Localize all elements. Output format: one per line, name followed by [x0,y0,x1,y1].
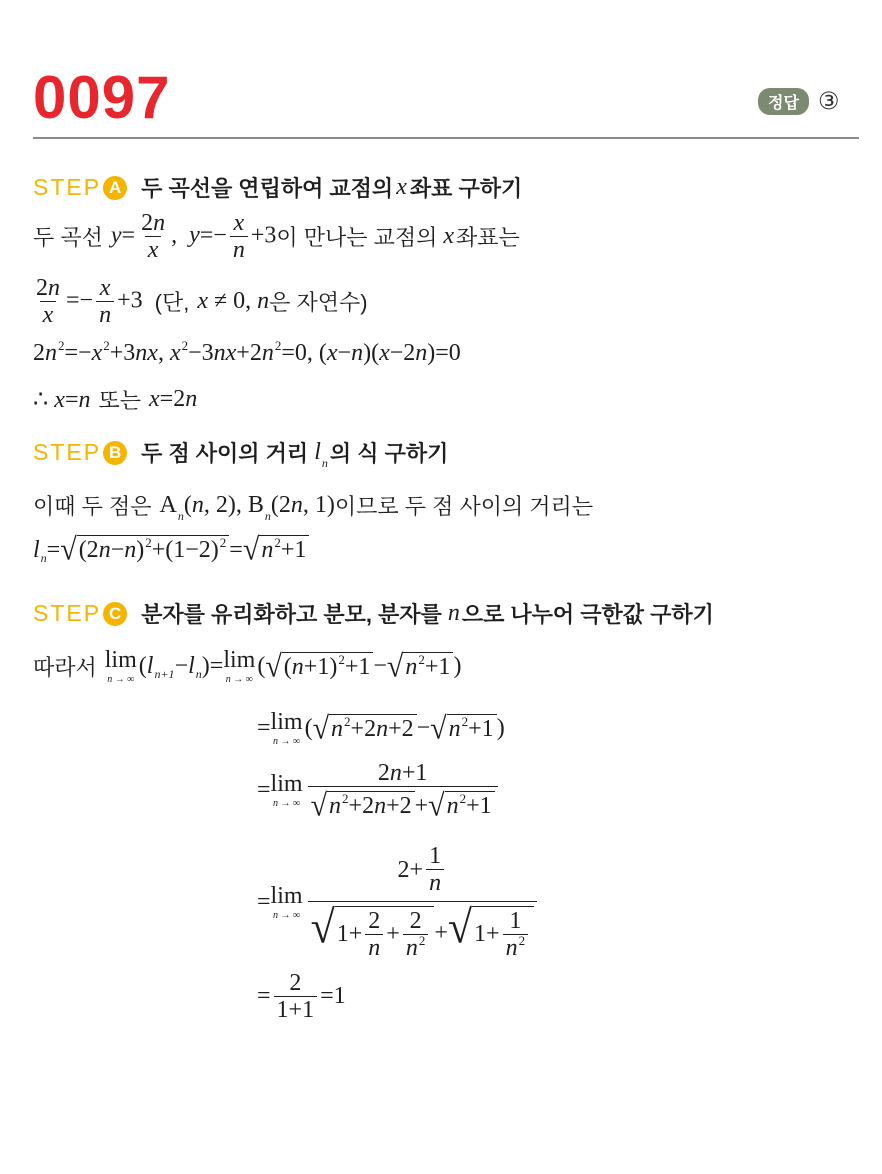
step-b-line1 [33,490,593,521]
step-c-header [33,598,714,629]
header-divider [33,137,859,139]
eq-result: = $\frac{2}{1+1}$ =1 [257,970,346,1024]
eq-points: $A_n(n$, 2), $B_n(2n$, 1) [159,492,335,523]
step-a-header [33,172,522,203]
step-c-title-end: 으로 나누어 극한값 구하기 [461,602,714,627]
eq-root1: ∴ x=n [33,387,91,413]
answer-value: ③ [817,88,840,115]
step-c-title: 분자를 유리화하고 분모, 분자를 [141,602,442,627]
step-c-line3 [257,760,501,824]
step-b-line2 [33,532,309,567]
step-a-line1 [33,210,520,264]
step-b-header [33,437,448,468]
step-b-badge: B [103,441,127,465]
text: (단, [154,290,190,316]
var: x [443,223,455,250]
step-c-badge: C [103,602,127,626]
text: 두 곡선 [33,225,103,251]
text: 이므로 두 점 사이의 거리는 [334,494,594,519]
step-c-title-var: n [447,600,460,626]
step-c-line4 [257,843,540,962]
text: 은 자연수) [269,290,368,316]
step-a-title-end: 좌표 구하기 [409,176,523,201]
eq-setup: $\frac{2n}{x}$ =− $\frac{x}{n}$ +3 [36,275,143,329]
step-c-label: STEP [33,600,102,626]
step-a-badge: A [103,176,127,200]
step-a-line3 [33,340,461,367]
eq-quadratic: $2n^2=-x^2+3nx$, $x^2-3nx+2n^2=0$, (x−n)(x−2n)=0 [33,338,461,366]
eq-limit-4: = lim n → ∞ 2+ $\frac{1}{n}$ √ 1+ $\frac{2}{n}$ + $\frac{2}{n^2}$ + √ 1+ $\frac{1}{n^2}$ [257,843,540,962]
eq-limit-2: = lim n → ∞ ( √ $n^2+2n+2$ − √ $n^2+1$ ) [257,709,505,747]
answer-label: 정답 [758,88,809,115]
eq-limit-3: = lim n → ∞ 2n+1 √ $n^2+2n+2$ + √ $n^2+1$ [257,760,501,821]
step-b-title-end: 의 식 구하기 [329,441,449,466]
step-a-title: 두 곡선을 연립하여 교점의 [141,176,394,201]
step-b-title: 두 점 사이의 거리 [141,441,309,466]
eq-root2: x=2n [149,386,198,412]
eq-curves: y= $\frac{2n}{x}$ , y=− $\frac{x}{n}$ +3 [110,210,277,264]
problem-number: 0097 [33,64,171,131]
step-c-line2 [257,710,505,747]
text: 이 만나는 교점의 [276,225,438,251]
step-c-line1 [33,648,461,685]
step-a-title-var: x [396,174,407,200]
step-b-title-var: $l_n$ [314,439,328,470]
text: 또는 [98,388,141,413]
step-a-line4 [33,384,197,415]
text: 따라서 [33,655,97,680]
answer-badge [758,87,839,116]
step-a-line2 [33,275,368,329]
step-a-label: STEP [33,174,102,200]
text: 이때 두 점은 [33,494,152,519]
eq-limit-1: lim n → ∞ ( l n+1 − l n )= lim n → ∞ ( √ $(n+1)^2+1$ − √ $n^2+1$ ) [104,647,462,685]
text: 좌표는 [456,225,520,251]
step-c-line5 [257,970,346,1024]
step-b-label: STEP [33,439,102,465]
eq-condition: x ≠ 0, n [197,288,270,315]
eq-distance: l n = √ $(2n-n)^2+(1-2)^2$ = √ $n^2+1$ [33,535,309,565]
